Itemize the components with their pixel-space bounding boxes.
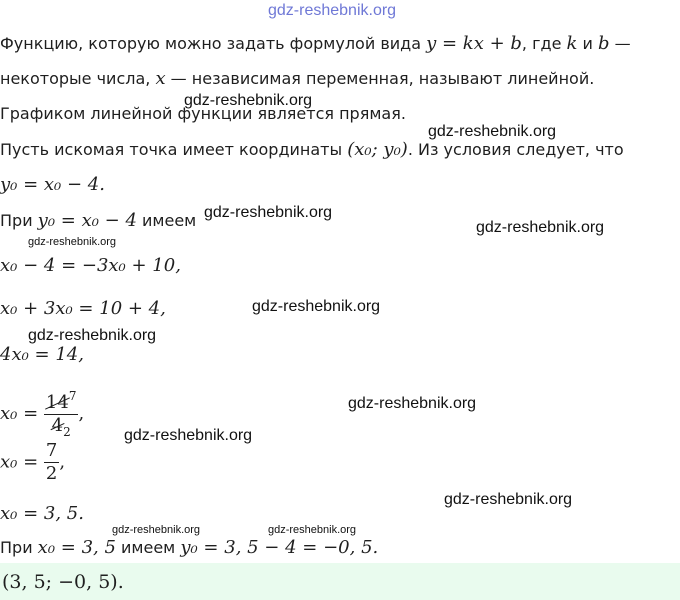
- equation-lhs: x₀ =: [0, 403, 44, 424]
- text: При: [0, 211, 38, 230]
- text: имеем: [115, 538, 181, 557]
- denominator-reduced: 2: [63, 425, 71, 439]
- text-line-result: [0, 538, 378, 558]
- text: Функцию, которую можно задать формулой вида: [0, 34, 427, 53]
- equation-2: x₀ − 4 = −3x₀ + 10,: [0, 255, 181, 276]
- watermark: gdz-reshebnik.org: [28, 327, 157, 344]
- equation-inline: x₀ = 3, 5: [37, 537, 116, 558]
- text: некоторые числа,: [0, 69, 156, 88]
- watermark: gdz-reshebnik.org: [476, 219, 605, 236]
- equation-inline: y₀ = x₀ − 4: [37, 210, 137, 231]
- text: —: [609, 34, 631, 53]
- denominator: 4: [51, 415, 64, 436]
- answer-text: (3, 5; −0, 5).: [2, 571, 124, 593]
- text: При: [0, 538, 38, 557]
- fraction-reduced: [44, 385, 79, 443]
- text: — независимая переменная, называют линейной.: [165, 69, 595, 88]
- watermark: gdz-reshebnik.org: [252, 298, 381, 315]
- fraction: [44, 440, 59, 485]
- watermark: gdz-reshebnik.org: [112, 524, 201, 536]
- text: . Из условия следует, что: [407, 140, 624, 159]
- var-k: k: [566, 33, 578, 54]
- watermark: gdz-reshebnik.org: [428, 123, 557, 140]
- equation-lhs: x₀ =: [0, 451, 44, 473]
- numerator: 7: [45, 440, 58, 461]
- equation-4: 4x₀ = 14,: [0, 344, 84, 365]
- text: Пусть искомая точка имеет координаты: [0, 140, 348, 159]
- watermark: gdz-reshebnik.org: [184, 92, 313, 109]
- watermark: gdz-reshebnik.org: [204, 204, 333, 221]
- text-line-definition-2: [0, 69, 594, 89]
- watermark: gdz-reshebnik.org: [28, 236, 117, 248]
- text: , где: [521, 34, 567, 53]
- watermark-top: gdz-reshebnik.org: [268, 2, 397, 19]
- var-b: b: [598, 33, 610, 54]
- numerator-reduced: 7: [68, 389, 77, 403]
- equation-7: x₀ = 3, 5.: [0, 503, 84, 524]
- formula-linear: y = kx + b: [426, 33, 522, 54]
- text-line-substitute: [0, 211, 196, 231]
- text-line-graph: Графиком линейной функции является прямая.: [0, 104, 406, 123]
- watermark: gdz-reshebnik.org: [444, 491, 573, 508]
- answer-box: [0, 563, 680, 600]
- equation-5: [0, 385, 84, 443]
- text: имеем: [136, 211, 197, 230]
- equation-1: y₀ = x₀ − 4.: [0, 174, 105, 195]
- text-line-point: [0, 140, 624, 160]
- watermark: gdz-reshebnik.org: [124, 427, 253, 444]
- comma: ,: [59, 451, 66, 473]
- denominator: 2: [45, 463, 58, 484]
- watermark: gdz-reshebnik.org: [348, 395, 477, 412]
- watermark: gdz-reshebnik.org: [268, 524, 357, 536]
- text: и: [577, 34, 598, 53]
- equation-6: [0, 440, 65, 485]
- var-x: x: [155, 68, 166, 89]
- text-line-definition: [0, 34, 631, 54]
- equation-3: x₀ + 3x₀ = 10 + 4,: [0, 298, 166, 319]
- equation-inline: y₀ = 3, 5 − 4 = −0, 5.: [180, 537, 379, 558]
- coordinates: (x₀; y₀): [347, 139, 408, 160]
- numerator: 14: [45, 392, 69, 413]
- comma: ,: [78, 403, 85, 424]
